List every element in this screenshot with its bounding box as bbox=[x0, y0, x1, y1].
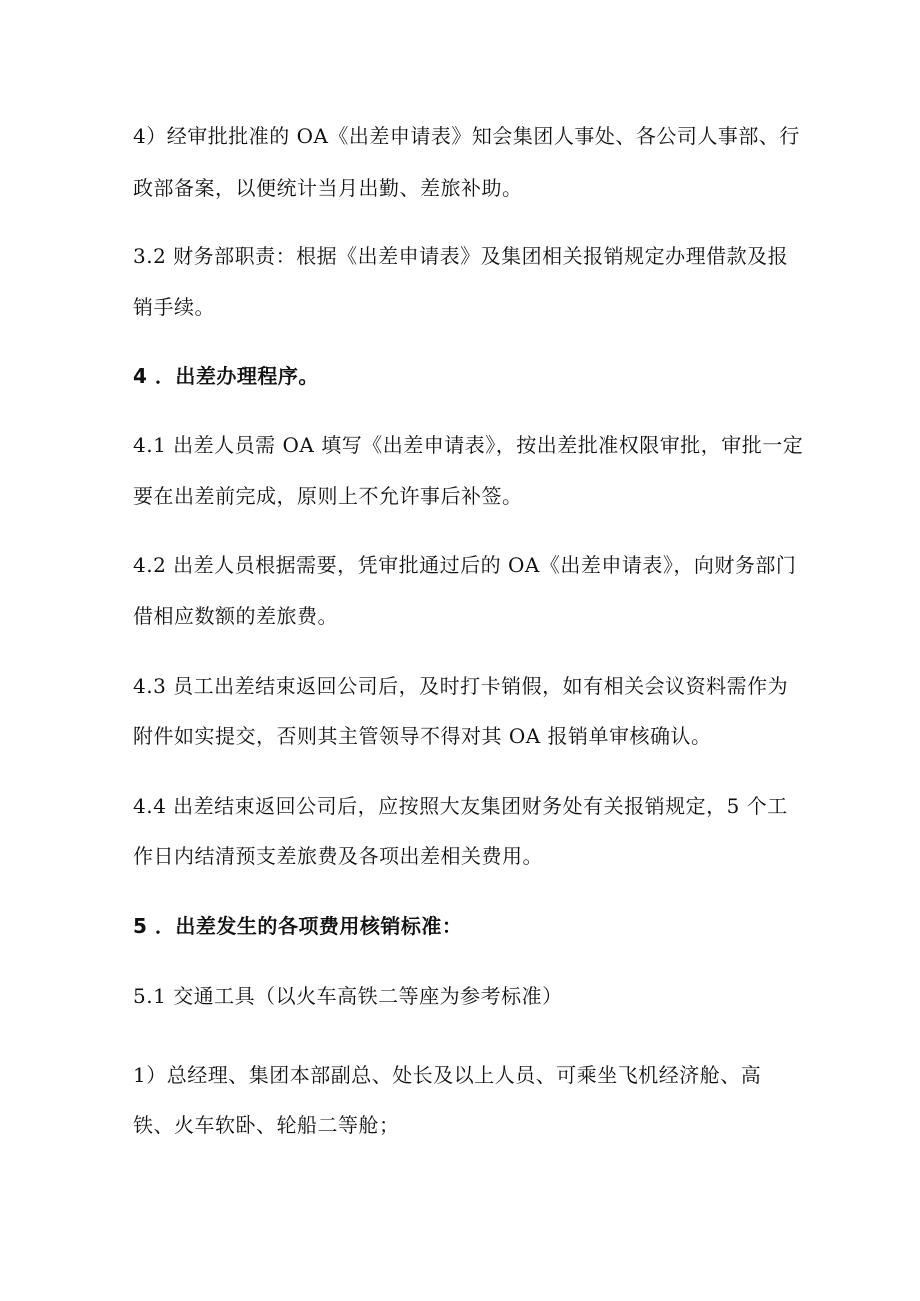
paragraph-4-4-line-2: 作日内结清预支差旅费及各项出差相关费用。 bbox=[133, 844, 543, 868]
paragraph-5-1-line-1: 5.1 交通工具（以火车高铁二等座为参考标准） bbox=[133, 984, 563, 1008]
paragraph-1-transport-line-1: 1）总经理、集团本部副总、处长及以上人员、可乘坐飞机经济舱、高 bbox=[133, 1063, 762, 1087]
paragraph-3-2-line-2: 销手续。 bbox=[133, 295, 215, 319]
paragraph-1-transport-line-2: 铁、火车软卧、轮船二等舱； bbox=[133, 1113, 400, 1137]
paragraph-4-3-line-2: 附件如实提交，否则其主管领导不得对其 OA 报销单审核确认。 bbox=[133, 724, 712, 748]
section-4-heading: 4 ．出差办理程序。 bbox=[133, 364, 319, 388]
paragraph-4-2-line-1: 4.2 出差人员根据需要，凭审批通过后的 OA《出差申请表》，向财务部门 bbox=[133, 553, 797, 577]
paragraph-3-2-line-1: 3.2 财务部职责：根据《出差申请表》及集团相关报销规定办理借款及报 bbox=[133, 244, 789, 268]
paragraph-4-4-line-1: 4.4 出差结束返回公司后，应按照大友集团财务处有关报销规定，5 个工 bbox=[133, 794, 788, 818]
paragraph-4-1-line-2: 要在出差前完成，原则上不允许事后补签。 bbox=[133, 484, 523, 508]
paragraph-4-3-line-1: 4.3 员工出差结束返回公司后，及时打卡销假，如有相关会议资料需作为 bbox=[133, 674, 789, 698]
paragraph-4-1-line-1: 4.1 出差人员需 OA 填写《出差申请表》，按出差批准权限审批，审批一定 bbox=[133, 433, 804, 457]
paragraph-4-approval-line-1: 4）经审批批准的 OA《出差申请表》知会集团人事处、各公司人事部、行 bbox=[133, 124, 800, 148]
paragraph-4-approval-line-2: 政部备案，以便统计当月出勤、差旅补助。 bbox=[133, 176, 523, 200]
paragraph-4-2-line-2: 借相应数额的差旅费。 bbox=[133, 604, 338, 628]
section-5-heading: 5 ．出差发生的各项费用核销标准： bbox=[133, 914, 463, 938]
